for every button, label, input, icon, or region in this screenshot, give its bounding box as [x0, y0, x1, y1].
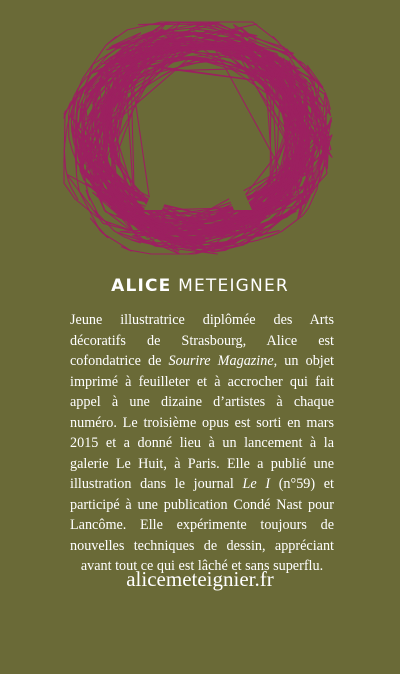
letter-a-scribble-icon — [62, 20, 334, 256]
bio-part-2: , un objet imprimé à feuilleter et à accrocher qui fait appel à une dizaine d’artistes à chaque numéro. Le troisième opus est sorti en mars 2015 et a donné lieu à un lancement à la galerie Le Huit, à Paris. Elle a publié une illustration dans le journal — [70, 353, 334, 492]
bio-part-3: (n°59) et participé à une publication Condé Nast pour Lancôme. Elle expérimente toujours de nouvelles techniques de dessin, appréciant avant tout ce qui est lâché et sans superflu. — [70, 476, 334, 574]
website-link[interactable]: alicemeteignier.fr — [126, 567, 274, 591]
artist-last-name: METEIGNER — [178, 276, 289, 296]
logo — [62, 20, 334, 256]
bio-part-1: Jeune illustratrice diplômée des Arts décoratifs de Strasbourg, Alice est cofondatrice de — [70, 312, 334, 369]
logo-letter-a — [144, 86, 252, 210]
biography-text — [70, 310, 334, 577]
logo-letter-a-shape — [144, 86, 252, 210]
artist-name — [0, 274, 400, 298]
journal-title: Le I — [242, 476, 271, 492]
scribble-circle — [64, 22, 332, 254]
magazine-title: Sourire Magazine — [168, 353, 274, 369]
artist-first-name: ALICE — [111, 276, 172, 296]
